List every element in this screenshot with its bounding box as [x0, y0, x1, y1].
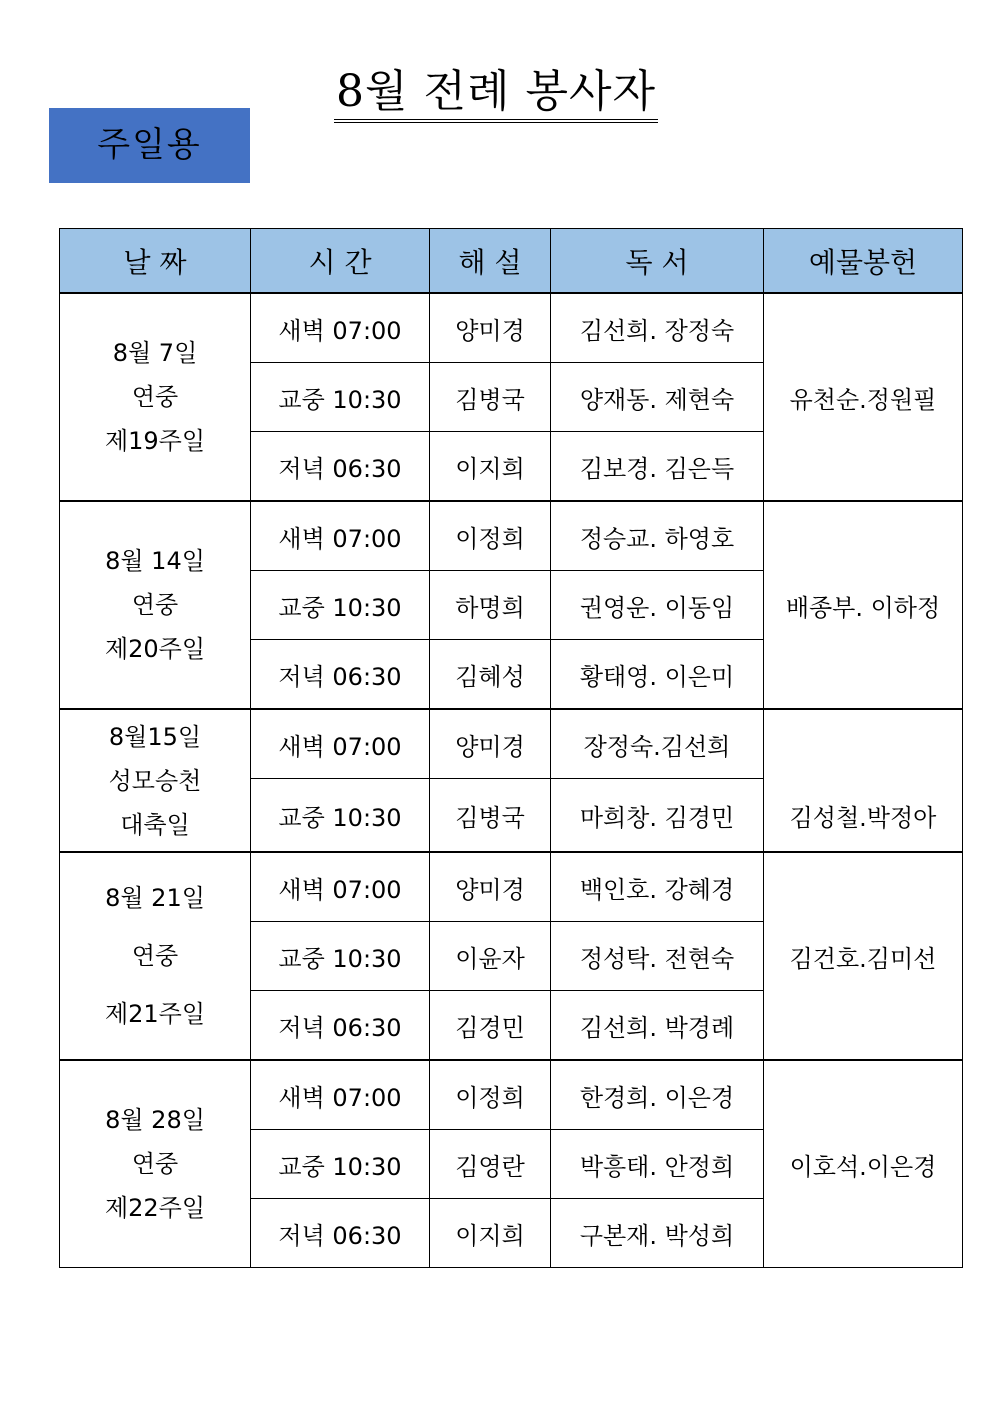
time-cell: 교중 10:30 [251, 779, 430, 853]
date-line: 8월 7일 [112, 339, 198, 367]
time-cell: 교중 10:30 [251, 363, 430, 432]
reading-cell: 정승교. 하영호 [551, 501, 764, 571]
time-cell: 교중 10:30 [251, 1130, 430, 1199]
commentary-cell: 이정희 [430, 501, 551, 571]
offering-cell: 배종부. 이하정 [764, 501, 963, 709]
date-line: 제19주일 [104, 427, 206, 455]
date-line: 연중 [131, 383, 179, 411]
commentary-cell: 김영란 [430, 1130, 551, 1199]
time-cell: 새벽 07:00 [251, 709, 430, 779]
date-line: 연중 [131, 1150, 179, 1178]
schedule-body [60, 293, 963, 1268]
date-line: 연중 [131, 591, 179, 619]
date-cell [60, 852, 251, 1060]
table-row [60, 852, 963, 922]
time-cell: 저녁 06:30 [251, 1199, 430, 1268]
reading-cell: 백인호. 강혜경 [551, 852, 764, 922]
date-line: 8월 28일 [105, 1106, 205, 1134]
time-cell: 새벽 07:00 [251, 501, 430, 571]
offering-cell: 김성철.박정아 [764, 709, 963, 852]
time-cell: 교중 10:30 [251, 571, 430, 640]
reading-cell: 마희창. 김경민 [551, 779, 764, 853]
date-line: 8월 14일 [105, 547, 205, 575]
page-title-text: 8월 전례 봉사자 [334, 65, 658, 123]
date-line: 제22주일 [104, 1194, 206, 1222]
category-badge: 주일용 [49, 108, 250, 183]
reading-cell: 구본재. 박성희 [551, 1199, 764, 1268]
date-line: 연중 [131, 942, 179, 970]
reading-cell: 황태영. 이은미 [551, 640, 764, 710]
commentary-cell: 이지희 [430, 432, 551, 502]
date-line: 8월15일 [108, 722, 202, 751]
header-commentary: 해 설 [430, 229, 551, 294]
time-cell: 저녁 06:30 [251, 640, 430, 710]
time-cell: 새벽 07:00 [251, 293, 430, 363]
reading-cell: 김선희. 박경례 [551, 991, 764, 1061]
header-row [60, 229, 963, 294]
date-line: 성모승천 [108, 766, 202, 795]
commentary-cell: 이정희 [430, 1060, 551, 1130]
date-cell [60, 709, 251, 852]
commentary-cell: 김혜성 [430, 640, 551, 710]
time-cell: 저녁 06:30 [251, 432, 430, 502]
header-offering: 예물봉헌 [764, 229, 963, 294]
offering-cell: 이호석.이은경 [764, 1060, 963, 1268]
commentary-cell: 김경민 [430, 991, 551, 1061]
offering-cell: 유천순.정원필 [764, 293, 963, 501]
time-cell: 저녁 06:30 [251, 991, 430, 1061]
reading-cell: 김선희. 장정숙 [551, 293, 764, 363]
table-row [60, 1060, 963, 1130]
date-line: 8월 21일 [105, 884, 205, 912]
header-time: 시 간 [251, 229, 430, 294]
reading-cell: 한경희. 이은경 [551, 1060, 764, 1130]
date-cell [60, 501, 251, 709]
date-line: 제20주일 [104, 635, 206, 663]
date-cell [60, 1060, 251, 1268]
reading-cell: 장정숙.김선희 [551, 709, 764, 779]
reading-cell: 양재동. 제현숙 [551, 363, 764, 432]
commentary-cell: 이지희 [430, 1199, 551, 1268]
commentary-cell: 양미경 [430, 709, 551, 779]
reading-cell: 정성탁. 전현숙 [551, 922, 764, 991]
time-cell: 교중 10:30 [251, 922, 430, 991]
schedule-table [59, 228, 963, 1268]
commentary-cell: 김병국 [430, 363, 551, 432]
header-date: 날 짜 [60, 229, 251, 294]
date-cell [60, 293, 251, 501]
commentary-cell: 양미경 [430, 852, 551, 922]
table-row [60, 709, 963, 779]
table-row [60, 501, 963, 571]
reading-cell: 김보경. 김은득 [551, 432, 764, 502]
commentary-cell: 양미경 [430, 293, 551, 363]
time-cell: 새벽 07:00 [251, 852, 430, 922]
commentary-cell: 김병국 [430, 779, 551, 853]
commentary-cell: 하명희 [430, 571, 551, 640]
header-reading: 독 서 [551, 229, 764, 294]
date-line: 제21주일 [104, 1000, 206, 1028]
reading-cell: 권영운. 이동임 [551, 571, 764, 640]
time-cell: 새벽 07:00 [251, 1060, 430, 1130]
date-line: 대축일 [120, 810, 190, 839]
commentary-cell: 이윤자 [430, 922, 551, 991]
table-row [60, 293, 963, 363]
reading-cell: 박흥태. 안정희 [551, 1130, 764, 1199]
offering-cell: 김건호.김미선 [764, 852, 963, 1060]
